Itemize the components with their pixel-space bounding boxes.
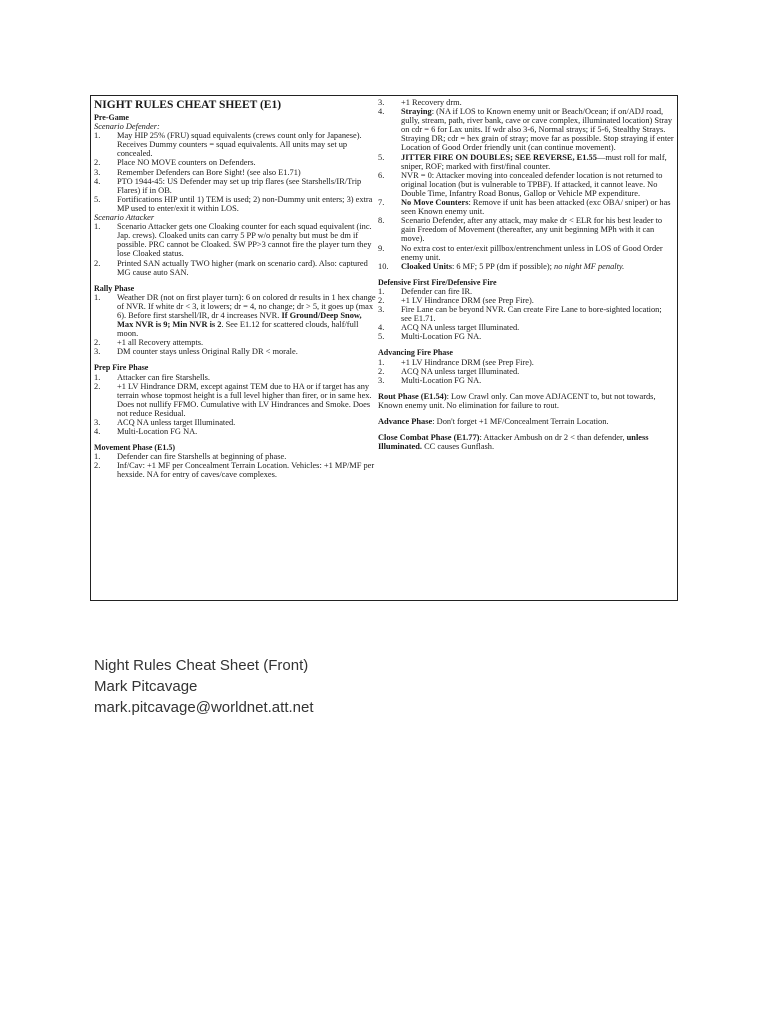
item-number: 1. xyxy=(94,452,101,462)
text-segment: Multi-Location FG NA. xyxy=(401,375,482,385)
item-number: 4. xyxy=(94,176,101,186)
item-number: 1. xyxy=(94,222,101,232)
item-text xyxy=(401,262,674,271)
item-text xyxy=(117,452,378,461)
rule-item xyxy=(378,198,674,216)
section-heading: Prep Fire Phase xyxy=(94,363,149,373)
item-text xyxy=(401,296,674,305)
item-number: 4. xyxy=(94,427,101,437)
item-number: 3. xyxy=(94,167,101,177)
text-segment: Multi-Location FG NA. xyxy=(401,332,482,342)
rule-item xyxy=(378,171,674,198)
rule-item xyxy=(378,358,674,367)
text-segment: . See E1.12 for scattered clouds, half/full moon. xyxy=(117,320,359,339)
item-number: 3. xyxy=(94,347,101,357)
item-number: 10. xyxy=(378,261,389,271)
item-text xyxy=(117,168,378,177)
left-column xyxy=(94,98,378,480)
item-text xyxy=(117,382,378,418)
rule-item xyxy=(378,262,674,271)
text-segment: +1 LV Hindrance DRM, except against TEM due to HA or if target has any terrain whose topmost height is a full level higher than firer, or in same hex. Does not nullify FFMO. Cumulative with LV Hindrances and Smoke. Does not reduce Residual. xyxy=(117,381,372,418)
text-segment: —must roll for malf, sniper, ROF; marked with first/final counter. xyxy=(401,152,667,171)
item-text xyxy=(401,323,674,332)
item-text xyxy=(117,418,378,427)
rule-item xyxy=(378,287,674,296)
item-text xyxy=(401,244,674,262)
rule-item xyxy=(94,158,378,167)
cheat-sheet-document xyxy=(90,95,678,601)
item-text xyxy=(117,259,378,277)
item-number: 9. xyxy=(378,243,385,253)
text-segment: CC causes Gunflash. xyxy=(421,442,495,452)
rule-item xyxy=(94,293,378,338)
text-segment: : Attacker Ambush on dr 2 < than defender, xyxy=(479,433,627,443)
text-segment: Place NO MOVE counters on Defenders. xyxy=(117,158,256,168)
rule-item xyxy=(94,347,378,356)
text-segment: ACQ NA unless target Illuminated. xyxy=(401,366,520,376)
text-segment: If Ground/Deep Snow, Max NVR is 9; Min NVR is 2 xyxy=(117,310,362,330)
rule-item xyxy=(94,338,378,347)
text-segment: unless Illuminated. xyxy=(378,433,649,452)
text-segment: +1 Recovery drm. xyxy=(401,98,462,107)
subsection-heading: Scenario Attacker xyxy=(94,213,155,223)
rule-paragraph xyxy=(378,417,674,426)
item-number: 8. xyxy=(378,216,385,226)
text-segment: No Move Counters xyxy=(401,198,469,208)
item-text xyxy=(401,376,674,385)
section-heading: Pre-Game xyxy=(94,113,129,122)
text-segment: no night MF penalty. xyxy=(554,261,625,271)
item-number: 6. xyxy=(378,170,385,180)
item-number: 1. xyxy=(378,286,385,296)
item-number: 3. xyxy=(378,305,385,315)
item-number: 4. xyxy=(378,107,385,117)
item-number: 2. xyxy=(378,295,385,305)
text-segment: : Don't forget +1 MF/Concealment Terrain Location. xyxy=(432,417,609,426)
text-segment: May HIP 25% (FRU) squad equivalents (crews count only for Japanese). Receives Dummy counters = squad equivalents. All units may set up concealed. xyxy=(117,131,362,159)
rule-item xyxy=(94,373,378,382)
rule-item xyxy=(94,195,378,213)
text-segment: +1 LV Hindrance DRM (see Prep Fire). xyxy=(401,295,534,305)
text-segment: Cloaked Units xyxy=(401,261,452,271)
item-text xyxy=(117,158,378,167)
rule-item xyxy=(378,305,674,323)
text-segment: Defender can fire IR. xyxy=(401,286,473,296)
rule-item xyxy=(94,177,378,195)
caption-email: mark.pitcavage@worldnet.att.net xyxy=(94,699,314,716)
text-segment: : Remove if unit has been attacked (exc OBA/ sniper) or has seen Known enemy unit. xyxy=(401,198,671,217)
rule-item xyxy=(94,382,378,418)
subsection-heading: Scenario Defender: xyxy=(94,122,160,132)
item-number: 1. xyxy=(94,372,101,382)
item-text xyxy=(401,171,674,198)
sheet-title: NIGHT RULES CHEAT SHEET (E1) xyxy=(94,99,282,111)
item-text xyxy=(117,338,378,347)
item-number: 2. xyxy=(94,258,101,268)
text-segment: Advance Phase xyxy=(378,417,433,426)
item-text xyxy=(401,305,674,323)
section-heading: Rally Phase xyxy=(94,283,135,293)
right-column xyxy=(378,98,674,451)
text-segment: DM counter stays unless Original Rally DR < morale. xyxy=(117,347,298,357)
text-segment: PTO 1944-45: US Defender may set up trip flares (see Starshells/IR/Trip Flares) if in OB. xyxy=(117,176,362,195)
rule-item xyxy=(378,296,674,305)
section-heading: Defensive First Fire/Defensive Fire xyxy=(378,277,497,287)
item-number: 2. xyxy=(94,381,101,391)
rule-paragraph xyxy=(378,433,674,451)
rule-item xyxy=(94,222,378,258)
item-text xyxy=(401,367,674,376)
rule-item xyxy=(378,323,674,332)
text-segment: Printed SAN actually TWO higher (mark on scenario card). Also: captured MG cause auto SAN. xyxy=(117,258,368,277)
text-segment: Straying xyxy=(401,107,432,117)
item-text xyxy=(401,287,674,296)
text-segment: ACQ NA unless target Illuminated. xyxy=(401,323,520,333)
rule-item xyxy=(378,216,674,243)
text-segment: NVR = 0: Attacker moving into concealed defender location is not returned to original location (but is vulnerable to TPBF). If attacked, it cannot leave. No Double Time, Infantry Road Bonus, Gallop or Vehicle MP expenditure. xyxy=(401,170,663,198)
item-text xyxy=(117,177,378,195)
rule-item xyxy=(378,153,674,171)
rule-item xyxy=(378,98,674,107)
text-segment: ACQ NA unless target Illuminated. xyxy=(117,418,236,427)
rule-item xyxy=(378,244,674,262)
item-text xyxy=(401,332,674,341)
item-number: 2. xyxy=(94,461,101,471)
item-text xyxy=(117,461,378,479)
text-segment: Fortifications HIP until 1) TEM is used; 2) non-Dummy unit enters; 3) extra MP used to enter/exit it within LOS. xyxy=(117,194,373,213)
item-text xyxy=(401,107,674,152)
rule-item xyxy=(94,168,378,177)
rule-item xyxy=(378,332,674,341)
text-segment: Remember Defenders can Bore Sight! (see also E1.71) xyxy=(117,167,301,177)
text-segment: Rout Phase (E1.54) xyxy=(378,391,447,401)
item-text xyxy=(401,98,674,107)
item-number: 3. xyxy=(378,375,385,385)
text-segment: +1 LV Hindrance DRM (see Prep Fire). xyxy=(401,357,534,367)
rule-item xyxy=(378,376,674,385)
text-segment: Multi-Location FG NA. xyxy=(117,427,198,437)
item-text xyxy=(401,153,674,171)
text-segment: : 6 MF; 5 PP (dm if possible); xyxy=(451,261,555,271)
text-segment: JITTER FIRE ON DOUBLES; SEE REVERSE, E1.55 xyxy=(401,152,597,162)
item-number: 3. xyxy=(378,98,385,107)
rule-item xyxy=(94,427,378,436)
item-text xyxy=(117,427,378,436)
text-segment: : Low Crawl only. Can move ADJACENT to, but not towards, Known enemy unit. No elimination for failure to rout. xyxy=(378,391,656,410)
item-text xyxy=(117,222,378,258)
item-text xyxy=(117,293,378,338)
item-number: 2. xyxy=(378,366,385,376)
item-number: 3. xyxy=(94,418,101,427)
item-number: 7. xyxy=(378,198,385,208)
rule-item xyxy=(94,131,378,158)
rule-item xyxy=(94,461,378,479)
rule-item xyxy=(378,107,674,152)
item-number: 1. xyxy=(94,292,101,302)
item-number: 4. xyxy=(378,323,385,333)
text-segment: : (NA if LOS to Known enemy unit or Beach/Ocean; if on/ADJ road, gully, stream, path, river bank, cave or cave complex, illuminated location) Stray on cdr = 6 for Lax units. If wdr also 3-6, Normal strays; if 5-6, Stealthy Strays. Straying DR; cdr = hex grain of stray; move far as possible. Stop straying if enter Location of Good Order friendly unit (can continue movement). xyxy=(401,107,674,153)
text-segment: Scenario Defender, after any attack, may make dr < ELR for his best leader to gain Freedom of Movement (thereafter, any unit beginning MPh with it can move). xyxy=(401,216,663,244)
text-segment: Inf/Cav: +1 MF per Concealment Terrain Location. Vehicles: +1 MP/MF per hexside. NA for entry of caves/cave complexes. xyxy=(117,461,375,480)
text-segment: Fire Lane can be beyond NVR. Can create Fire Lane to bore-sighted location; see E1.71. xyxy=(401,305,662,324)
section-heading: Movement Phase (E1.5) xyxy=(94,443,176,453)
rule-paragraph xyxy=(378,392,674,410)
item-number: 1. xyxy=(378,357,385,367)
document-caption xyxy=(94,655,314,718)
item-number: 5. xyxy=(94,194,101,204)
item-text xyxy=(117,195,378,213)
item-text xyxy=(117,347,378,356)
item-number: 2. xyxy=(94,338,101,348)
rule-item xyxy=(94,259,378,277)
section-heading: Advancing Fire Phase xyxy=(378,348,453,358)
item-text xyxy=(401,216,674,243)
rule-item xyxy=(378,367,674,376)
text-segment: Scenario Attacker gets one Cloaking counter for each squad equivalent (inc. Jap. crews). Cloaked units can carry 5 PP w/o penalty but must be dm if possible. PRC cannot be Cloaked. SW PP>3 cannot fire the player turn they lose Cloaked status. xyxy=(117,222,372,259)
item-text xyxy=(117,131,378,158)
text-segment: +1 all Recovery attempts. xyxy=(117,338,204,348)
caption-title: Night Rules Cheat Sheet (Front) xyxy=(94,657,309,674)
text-segment: No extra cost to enter/exit pillbox/entrenchment unless in LOS of Good Order enemy unit. xyxy=(401,243,663,262)
item-text xyxy=(401,358,674,367)
item-text xyxy=(117,373,378,382)
item-number: 5. xyxy=(378,332,385,342)
caption-author: Mark Pitcavage xyxy=(94,678,198,695)
item-text xyxy=(401,198,674,216)
text-segment: Close Combat Phase (E1.77) xyxy=(378,433,480,443)
item-number: 2. xyxy=(94,158,101,168)
text-segment: Attacker can fire Starshells. xyxy=(117,372,211,382)
item-number: 1. xyxy=(94,131,101,141)
item-number: 5. xyxy=(378,152,385,162)
text-segment: Weather DR (not on first player turn): 6 on colored dr results in 1 hex change of NVR. If white dr < 3, it lowers; dr = 4, no change; dr > 5, it goes up (max 6). Before first starshell/IR, dr 4 increases NVR. xyxy=(117,292,376,320)
rule-item xyxy=(94,418,378,427)
rule-item xyxy=(94,452,378,461)
text-segment: Defender can fire Starshells at beginning of phase. xyxy=(117,452,287,462)
